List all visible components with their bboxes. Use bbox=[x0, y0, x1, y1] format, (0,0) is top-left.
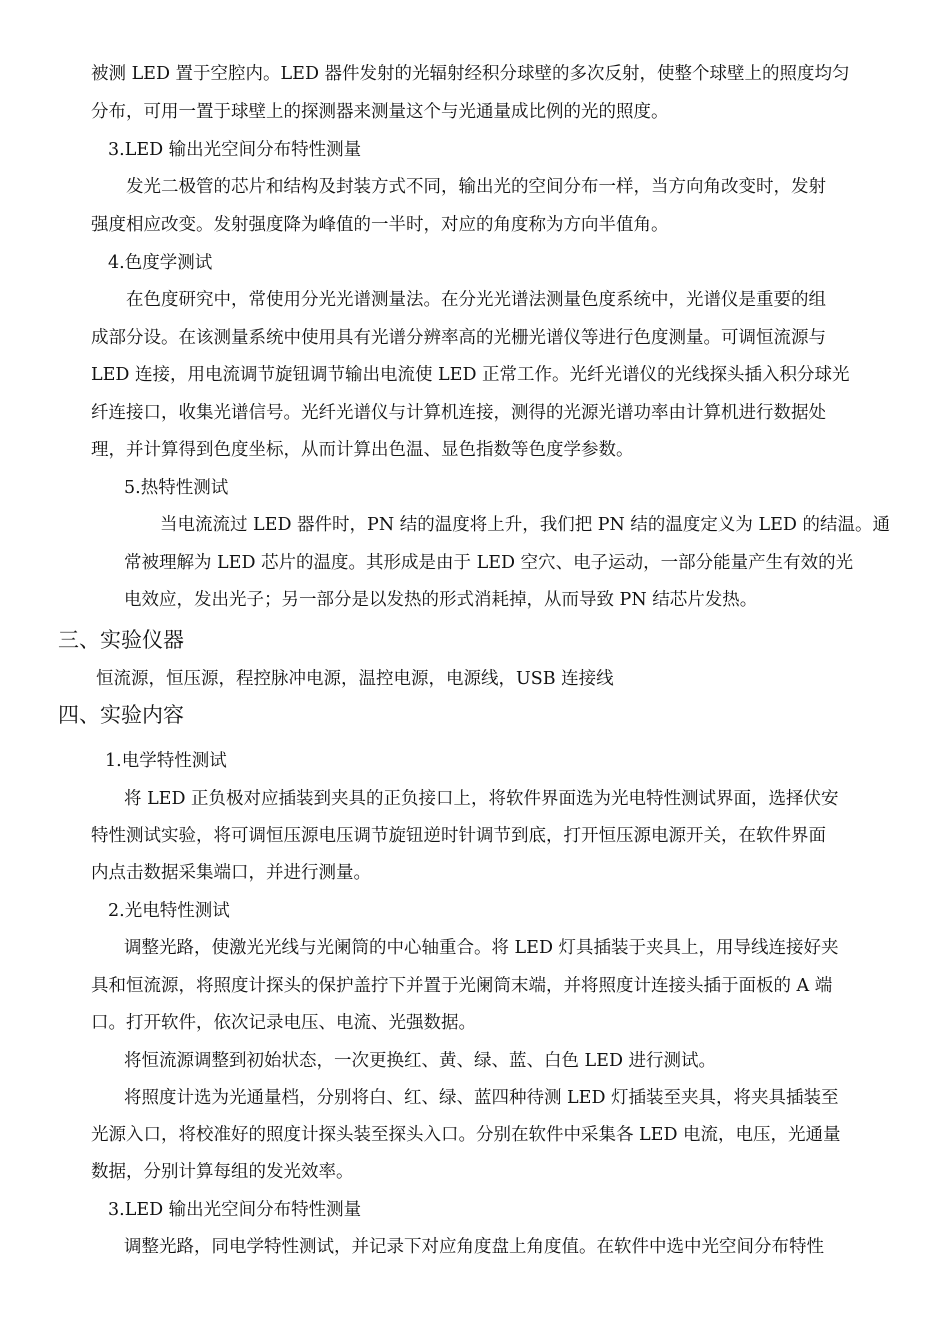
paragraph-line: 调整光路，同电学特性测试，并记录下对应角度盘上角度值。在软件中选中光空间分布特性 bbox=[124, 1237, 824, 1257]
subheading: 4.色度学测试 bbox=[108, 253, 213, 273]
paragraph-line: 数据，分别计算每组的发光效率。 bbox=[91, 1162, 354, 1182]
paragraph-line: 特性测试实验，将可调恒压源电压调节旋钮逆时针调节到底，打开恒压源电源开关，在软件界面 bbox=[91, 826, 826, 846]
paragraph-line: 发光二极管的芯片和结构及封装方式不同，输出光的空间分布一样，当方向角改变时，发射 bbox=[126, 177, 826, 197]
paragraph-line: LED 连接，用电流调节旋钮调节输出电流使 LED 正常工作。光纤光谱仪的光线探头插入积分球光 bbox=[91, 365, 850, 385]
paragraph-line: 内点击数据采集端口，并进行测量。 bbox=[91, 863, 371, 883]
paragraph-line: 具和恒流源，将照度计探头的保护盖拧下并置于光阑筒末端，并将照度计连接头插于面板的 A 端 bbox=[91, 976, 833, 996]
subheading: 3.LED 输出光空间分布特性测量 bbox=[108, 140, 362, 160]
subheading: 5.热特性测试 bbox=[124, 478, 229, 498]
section-heading: 三、实验仪器 bbox=[58, 628, 184, 652]
paragraph-line: 将照度计选为光通量档，分别将白、红、绿、蓝四种待测 LED 灯插装至夹具，将夹具插装至 bbox=[124, 1088, 839, 1108]
paragraph-line: 成部分设。在该测量系统中使用具有光谱分辨率高的光栅光谱仪等进行色度测量。可调恒流源与 bbox=[91, 328, 826, 348]
paragraph-line: 分布，可用一置于球壁上的探测器来测量这个与光通量成比例的光的照度。 bbox=[91, 102, 669, 122]
paragraph-line: 光源入口，将校准好的照度计探头装至探头入口。分别在软件中采集各 LED 电流，电压，光通量 bbox=[91, 1125, 841, 1145]
subheading: 1.电学特性测试 bbox=[105, 751, 227, 771]
paragraph-line: 将 LED 正负极对应插装到夹具的正负接口上，将软件界面选为光电特性测试界面，选择伏安 bbox=[124, 789, 839, 809]
paragraph-line: 调整光路，使激光光线与光阑筒的中心轴重合。将 LED 灯具插装于夹具上，用导线连接好夹 bbox=[124, 938, 839, 958]
paragraph-line: 当电流流过 LED 器件时，PN 结的温度将上升，我们把 PN 结的温度定义为 LED 的结温。通 bbox=[160, 515, 890, 535]
paragraph-line: 常被理解为 LED 芯片的温度。其形成是由于 LED 空穴、电子运动，一部分能量产生有效的光 bbox=[124, 553, 854, 573]
paragraph-line: 纤连接口，收集光谱信号。光纤光谱仪与计算机连接，测得的光源光谱功率由计算机进行数据处 bbox=[91, 403, 826, 423]
subheading: 2.光电特性测试 bbox=[108, 901, 230, 921]
paragraph-line: 在色度研究中，常使用分光光谱测量法。在分光光谱法测量色度系统中，光谱仪是重要的组 bbox=[126, 290, 826, 310]
paragraph-line: 口。打开软件，依次记录电压、电流、光强数据。 bbox=[91, 1013, 476, 1033]
paragraph-line: 将恒流源调整到初始状态，一次更换红、黄、绿、蓝、白色 LED 进行测试。 bbox=[124, 1051, 717, 1071]
paragraph-line: 恒流源，恒压源，程控脉冲电源，温控电源，电源线，USB 连接线 bbox=[96, 669, 614, 689]
paragraph-line: 强度相应改变。发射强度降为峰值的一半时，对应的角度称为方向半值角。 bbox=[91, 215, 669, 235]
subheading: 3.LED 输出光空间分布特性测量 bbox=[108, 1200, 362, 1220]
paragraph-line: 被测 LED 置于空腔内。LED 器件发射的光辐射经积分球壁的多次反射，使整个球壁上的照度均匀 bbox=[91, 64, 850, 84]
paragraph-line: 理，并计算得到色度坐标，从而计算出色温、显色指数等色度学参数。 bbox=[91, 440, 634, 460]
section-heading: 四、实验内容 bbox=[58, 703, 184, 727]
paragraph-line: 电效应，发出光子；另一部分是以发热的形式消耗掉，从而导致 PN 结芯片发热。 bbox=[124, 590, 758, 610]
